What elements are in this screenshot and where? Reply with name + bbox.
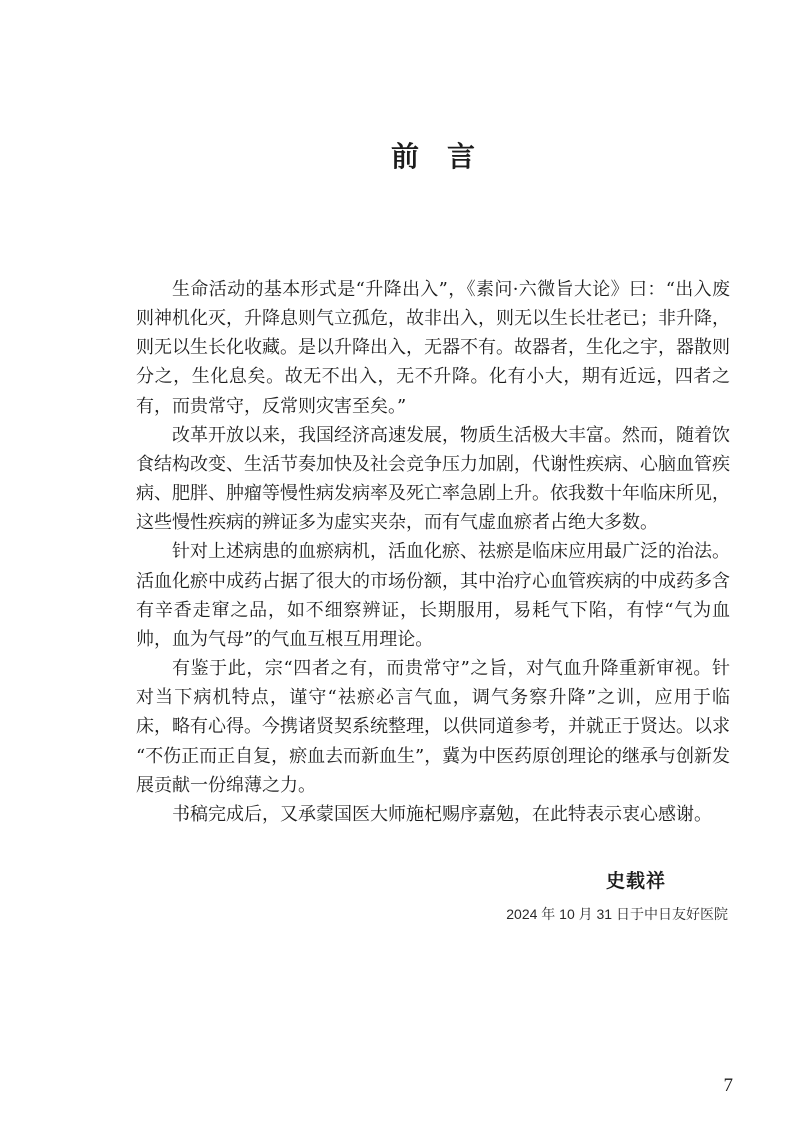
paragraph-line: 改革开放以来，我国经济高速发展，物质生活极大丰富。然而，随着饮	[172, 424, 730, 446]
paragraph-line: 病、肥胖、肿瘤等慢性病发病率及死亡率急剧上升。依我数十年临床所见，	[136, 483, 730, 505]
paragraph-1	[136, 275, 730, 421]
paragraph-line: 这些慢性疾病的辨证多为虚实夹杂，而有气虚血瘀者占绝大多数。	[136, 512, 658, 534]
page-number: 7	[723, 1075, 733, 1096]
paragraph-line: 有，而贵常守，反常则灾害至矣。”	[136, 395, 407, 417]
paragraph-line: “不伤正而正自复，瘀血去而新血生”，冀为中医药原创理论的继承与创新发	[136, 745, 730, 767]
signature-date-place: 2024 年 10 月 31 日于中日友好医院	[506, 906, 728, 922]
paragraph-line: 针对上述病患的血瘀病机，活血化瘀、祛瘀是临床应用最广泛的治法。	[172, 541, 730, 563]
paragraph-line: 分之，生化息矣。故无不出入，无不升降。化有小大，期有近远，四者之	[136, 366, 731, 388]
paragraph-3	[136, 537, 730, 654]
paragraph-line: 床，略有心得。今携诸贤契系统整理，以供同道参考，并就正于贤达。以求	[136, 716, 730, 738]
paragraph-line: 展贡献一份绵薄之力。	[136, 774, 316, 796]
paragraph-line: 帅，血为气母”的气血互根互用理论。	[136, 628, 434, 650]
page-title: 前 言	[390, 140, 475, 173]
paragraph-2	[136, 421, 730, 538]
paragraph-5	[136, 800, 730, 829]
paragraph-line: 则无以生长化收藏。是以升降出入，无器不有。故器者，生化之宇，器散则	[136, 337, 730, 359]
paragraph-line: 有鉴于此，宗“四者之有，而贵常守”之旨，对气血升降重新审视。针	[172, 658, 731, 680]
signature-author: 史载祥	[606, 870, 667, 892]
paragraph-4	[136, 654, 730, 800]
paragraph-line: 生命活动的基本形式是“升降出入”，《素问·六微旨大论》曰：“出入废	[172, 279, 731, 300]
paragraph-line: 书稿完成后，又承蒙国医大师施杞赐序嘉勉，在此特表示衷心感谢。	[172, 803, 712, 825]
paragraph-line: 对当下病机特点，谨守“祛瘀必言气血，调气务察升降”之训，应用于临	[136, 687, 732, 709]
preface-body	[136, 275, 730, 829]
paragraph-line: 活血化瘀中成药占据了很大的市场份额，其中治疗心血管疾病的中成药多含	[136, 570, 730, 592]
paragraph-line: 则神机化灭，升降息则气立孤危，故非出入，则无以生长壮老已；非升降，	[136, 308, 730, 330]
paragraph-line: 有辛香走窜之品，如不细察辨证，长期服用，易耗气下陷，有悖“气为血	[136, 599, 731, 621]
paragraph-line: 食结构改变、生活节奏加快及社会竞争压力加剧，代谢性疾病、心脑血管疾	[136, 453, 730, 475]
